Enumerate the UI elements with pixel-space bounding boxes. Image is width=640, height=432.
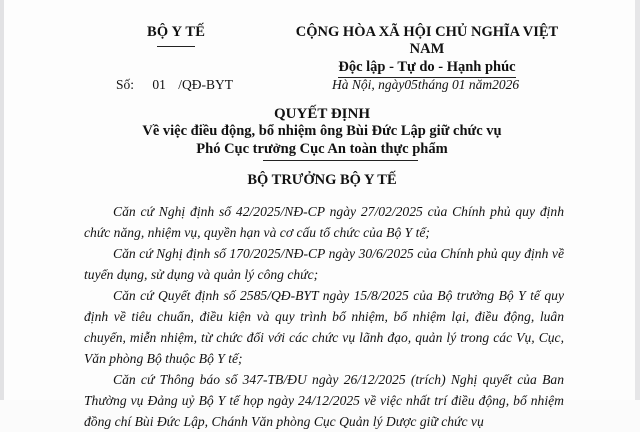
number-label: Số: [116, 77, 135, 92]
decision-subject-line-1: Về việc điều động, bổ nhiệm ông Bùi Đức Lập giữ chức vụ [142, 123, 502, 139]
legal-basis-item: Căn cứ Nghị định số 42/2025/NĐ-CP ngày 27/02/2025 của Chính phủ quy định chức năng, nhiệm vụ, quyền hạn và cơ cấu tổ chức của Bộ Y tế; [84, 204, 564, 240]
agency-underline [157, 46, 195, 47]
nation-header [282, 24, 572, 78]
nation-name: CỘNG HÒA XÃ HỘI CHỦ NGHĨA VIỆT NAM [295, 24, 559, 57]
legal-bases [84, 201, 564, 432]
national-motto: Độc lập - Tự do - Hạnh phúc [338, 59, 515, 78]
decision-title-block [100, 105, 544, 158]
legal-basis-item: Căn cứ Thông báo số 347-TB/ĐU ngày 26/12/2025 (trích) Nghị quyết của Ban Thường vụ Đảng uỷ Bộ Y tế họp ngày 24/12/2025 về việc nhất trí điều động, bổ nhiệm đồng chí Bùi Đức Lập, Chánh Văn phòng Cục Quản lý Dược giữ chức vụ [84, 372, 564, 429]
title-underline [263, 160, 418, 161]
decision-type: QUYẾT ĐỊNH [274, 106, 370, 122]
document-number [116, 77, 233, 93]
issuer-heading: BỘ TRƯỞNG BỘ Y TẾ [247, 172, 397, 188]
number-value: 01 [152, 77, 166, 92]
page-edge-right [635, 0, 640, 400]
agency-name: BỘ Y TẾ [147, 24, 206, 40]
decision-subject-line-2: Phó Cục trưởng Cục An toàn thực phẩm [196, 140, 448, 157]
legal-basis-item: Căn cứ Nghị định số 170/2025/NĐ-CP ngày 30/6/2025 của Chính phủ quy định về tuyển dụng, sử dụng và quản lý công chức; [84, 246, 564, 282]
agency-header [147, 24, 205, 41]
legal-basis-item: Căn cứ Quyết định số 2585/QĐ-BYT ngày 15/8/2025 của Bộ trưởng Bộ Y tế quy định về tiêu chuẩn, điều kiện và quy trình bổ nhiệm, bổ nhiệm lại, điều động, luân chuyển, miễn nhiệm, từ chức đối với các chức vụ lãnh đạo, quản lý trong các Vụ, Cục, Văn phòng Bộ thuộc Bộ Y tế; [84, 288, 564, 366]
date-line: Hà Nội, ngày05tháng 01 năm2026 [332, 77, 520, 92]
number-suffix: /QĐ-BYT [178, 77, 234, 92]
